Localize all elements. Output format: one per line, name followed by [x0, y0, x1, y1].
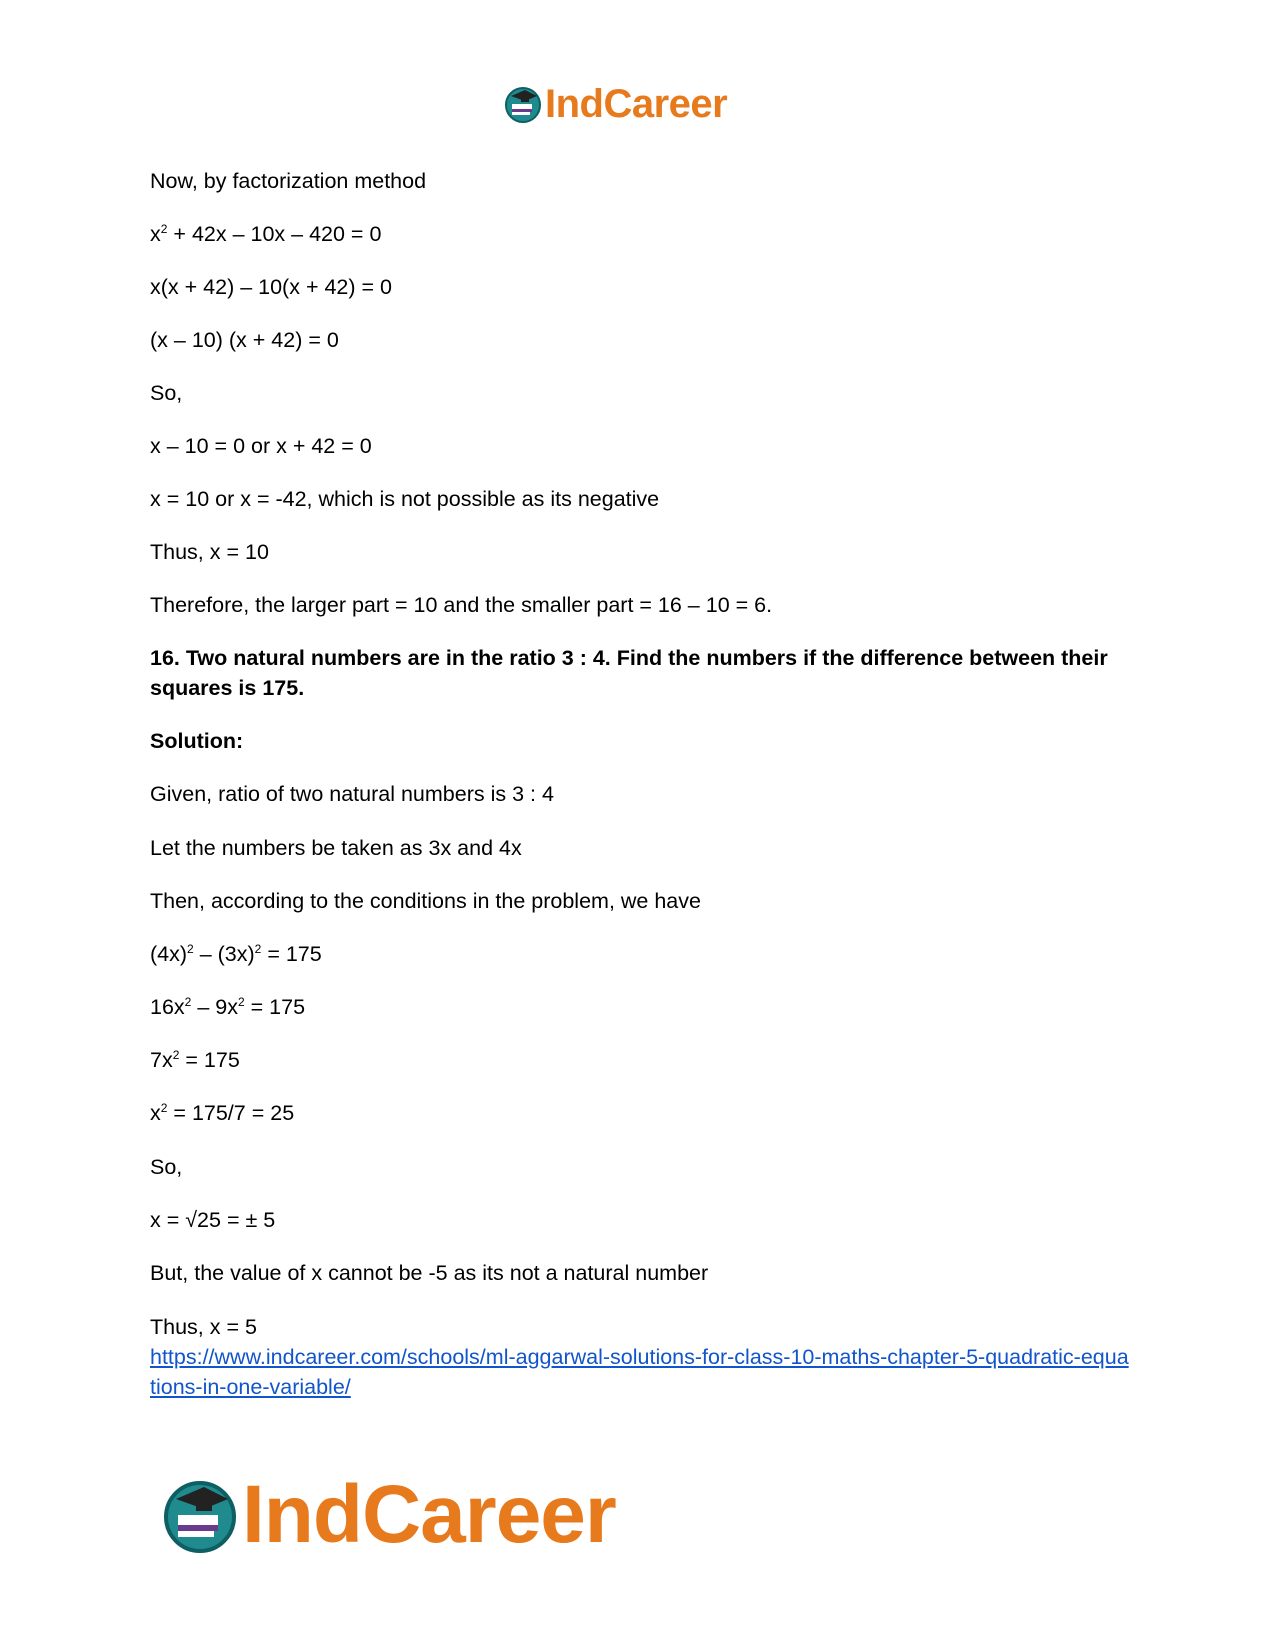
text-line: Thus, x = 10: [150, 540, 269, 564]
text-line: So,: [150, 381, 183, 405]
equation-line: $x^2 = 175/7 = 25$: [150, 1101, 295, 1125]
text-line: Therefore, the larger part = 10 and the smaller part = 16 – 10 = 6.: [150, 593, 773, 617]
graduation-cap-book-icon: [503, 84, 543, 124]
brand-name: IndCareer: [545, 81, 728, 126]
equation-line: (x – 10) (x + 42) = 0: [150, 328, 339, 352]
equation-line: $7x^2 = 175$: [150, 1048, 240, 1072]
solution-heading: Solution:: [150, 729, 244, 753]
text-line: Now, by factorization method: [150, 169, 427, 193]
equation-line: $(4x)^2 - (3x)^2 = 175$: [150, 942, 322, 966]
indcareer-logo-footer: [160, 1470, 616, 1560]
text-line: Then, according to the conditions in the problem, we have: [150, 889, 701, 913]
equation-line: x – 10 = 0 or x + 42 = 0: [150, 434, 372, 458]
brand-name: IndCareer: [242, 1469, 616, 1560]
indcareer-logo-header: [503, 78, 727, 130]
text-line: But, the value of x cannot be -5 as its not a natural number: [150, 1261, 709, 1285]
equation-line: x(x + 42) – 10(x + 42) = 0: [150, 275, 393, 299]
text-line: So,: [150, 1155, 183, 1179]
question-16: 16. Two natural numbers are in the ratio 3 : 4. Find the numbers if the difference between their squares is 175.: [150, 646, 1108, 700]
equation-line: $16x^2 - 9x^2 = 175$: [150, 995, 306, 1019]
equation-line: x = √25 = ± 5: [150, 1208, 276, 1232]
source-link[interactable]: https://www.indcareer.com/schools/ml-aggarwal-solutions-for-class-10-maths-chapter-5-quadratic-equations-in-one-variable/: [150, 1345, 1129, 1399]
equation-line: $x^2 + 42x - 10x - 420 = 0$: [150, 222, 382, 246]
text-line: Thus, x = 5: [150, 1315, 257, 1339]
graduation-cap-book-icon: [160, 1475, 240, 1555]
text-line: Given, ratio of two natural numbers is 3 : 4: [150, 782, 554, 806]
text-line: x = 10 or x = -42, which is not possible as its negative: [150, 487, 660, 511]
text-line: Let the numbers be taken as 3x and 4x: [150, 836, 522, 860]
